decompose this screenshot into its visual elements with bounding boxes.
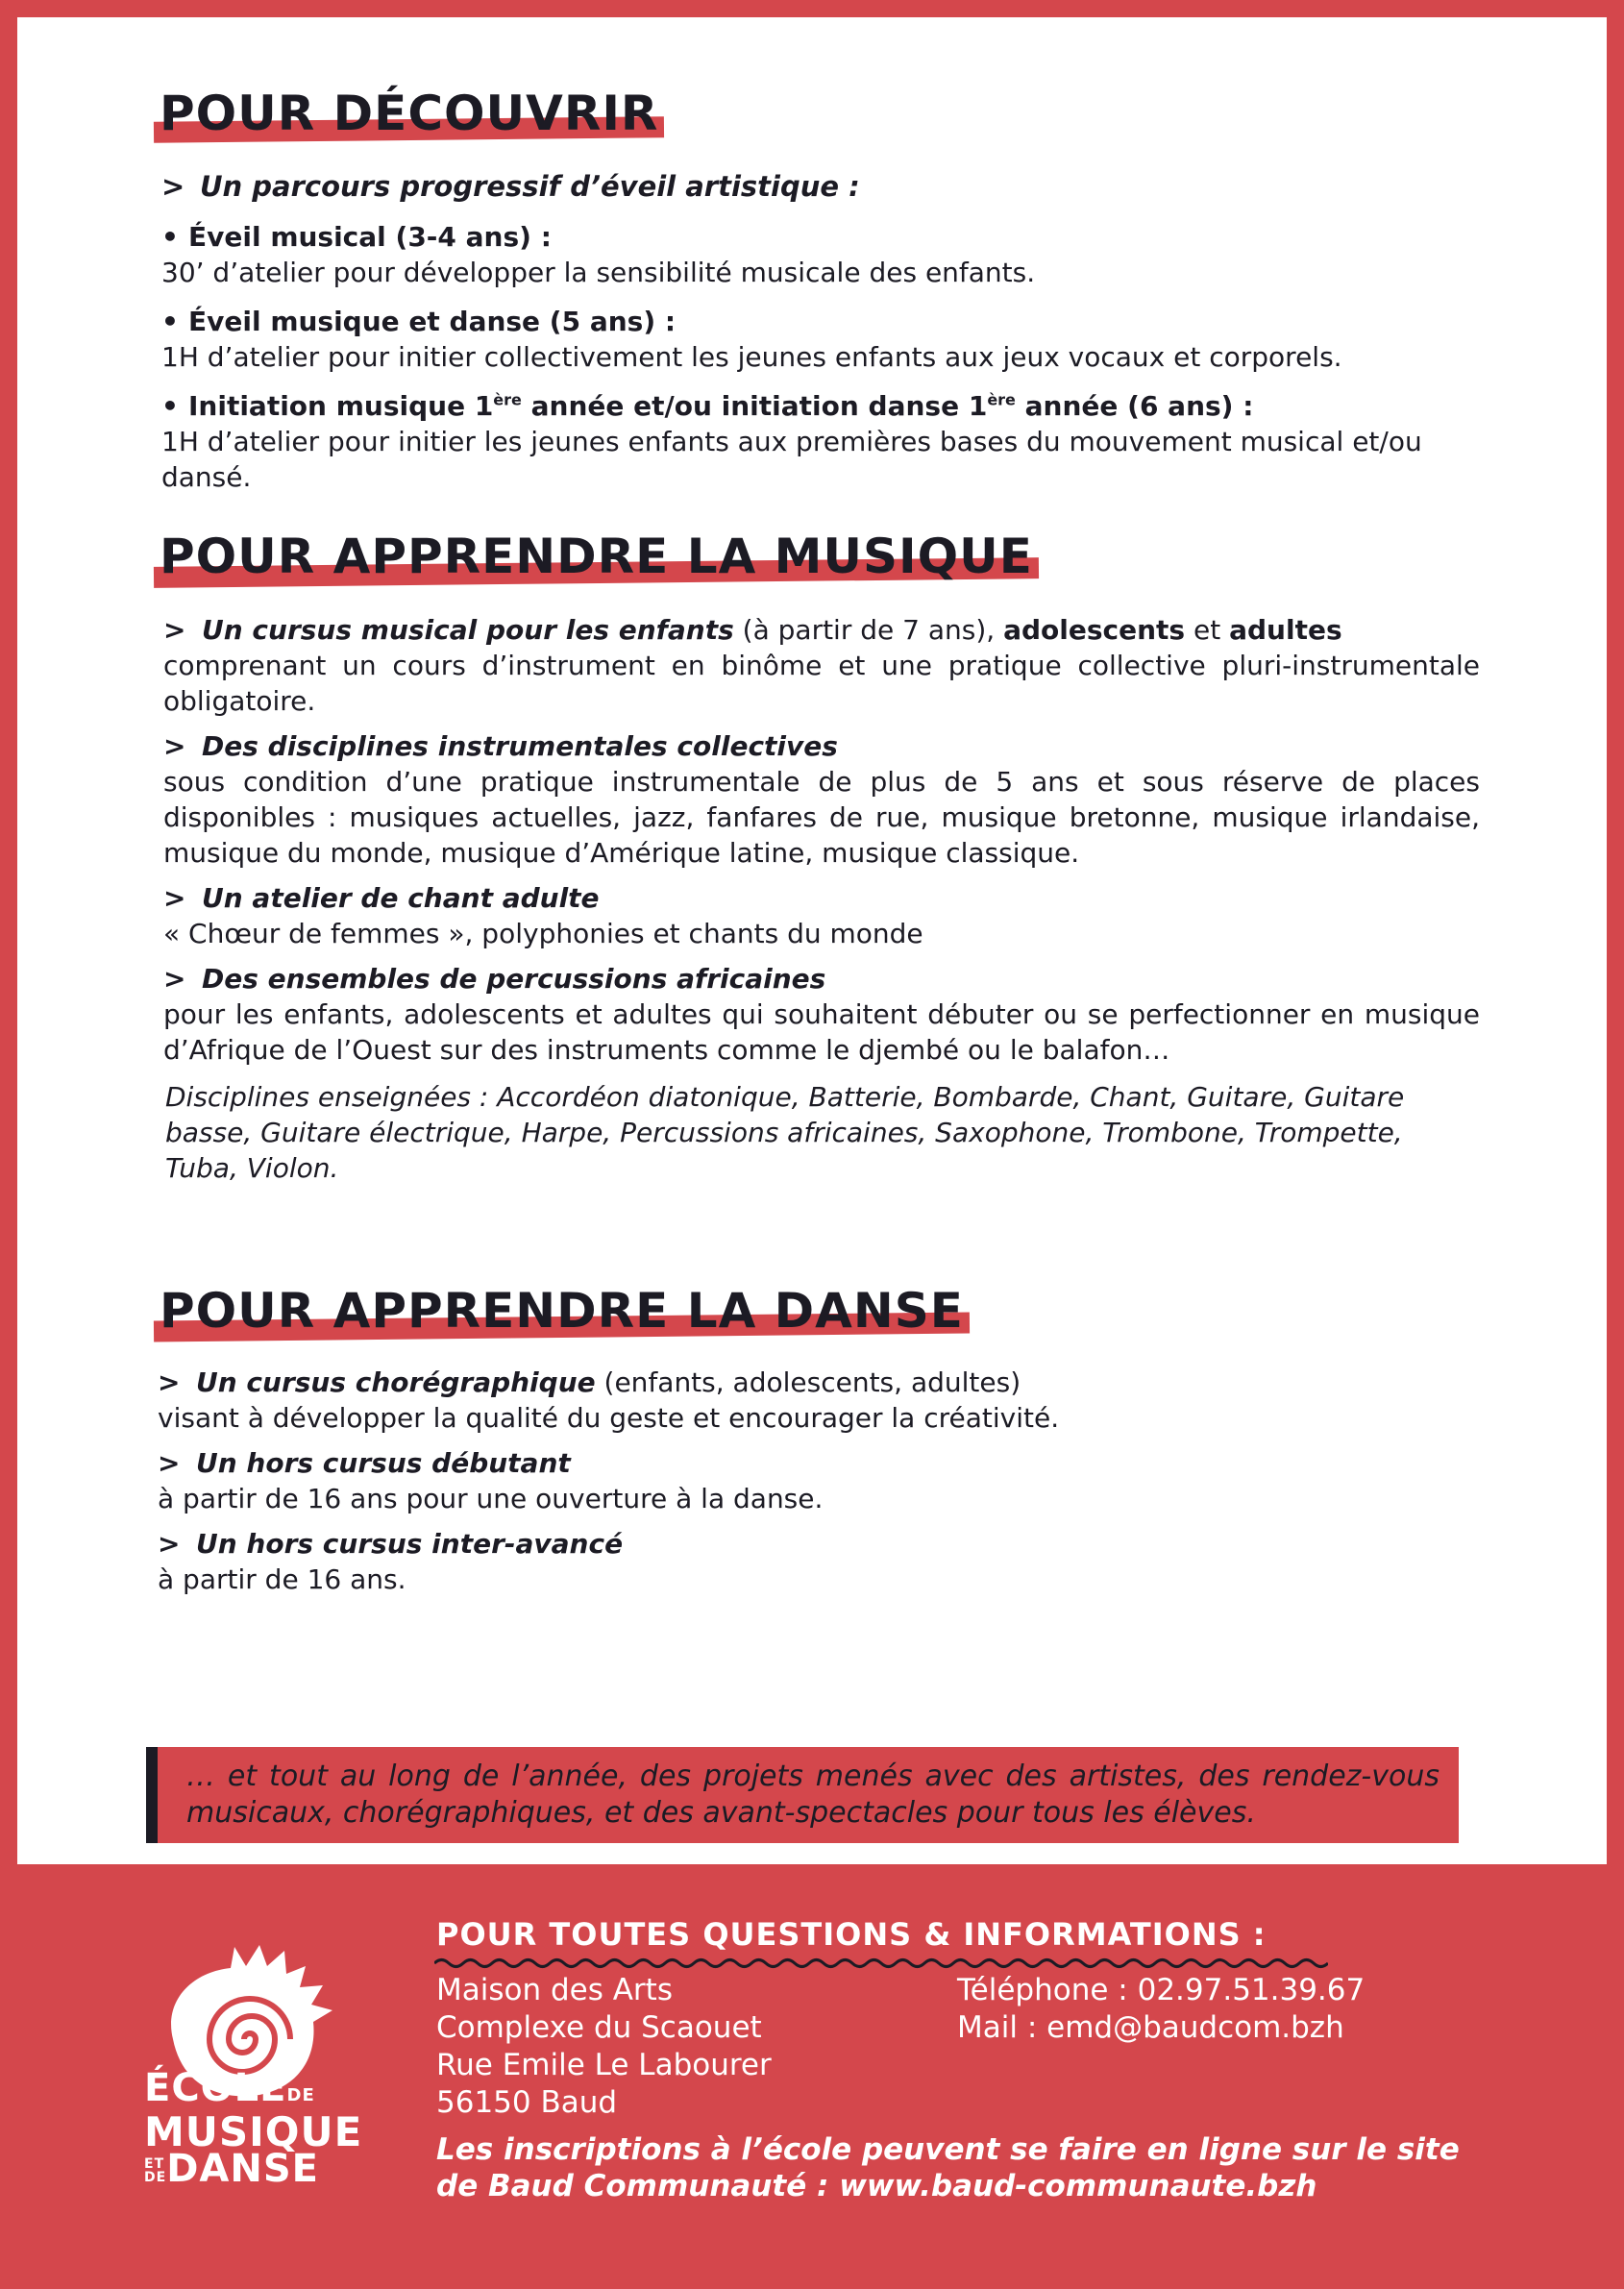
bullet-title: • Initiation musique 1ère année et/ou initiation danse 1ère année (6 ans) : (161, 388, 1480, 424)
wave-underline (434, 1957, 1328, 1970)
arrow-icon: > (163, 730, 186, 762)
list-item: > Un cursus musical pour les enfants (à partir de 7 ans), adolescents et adultes comprenant un cours d’instrument en binôme et une pratique collective pluri-instrumentale obligatoire. (163, 614, 1480, 717)
arrow-icon: > (163, 614, 186, 646)
list-item: > Un cursus chorégraphique (enfants, adolescents, adultes) visant à développer la qualité du geste et encourager la créativité. (158, 1366, 1060, 1434)
footer (0, 1864, 1624, 2289)
list-item: > Un atelier de chant adulte « Chœur de femmes », polyphonies et chants du monde (163, 882, 923, 949)
website-link[interactable]: de Baud Communauté : www.baud-communaute.bzh (436, 2169, 1317, 2203)
school-logo-text: ÉCOLEDE MUSIQUE ET DEDANSE (144, 2066, 363, 2191)
arrow-icon: > (161, 170, 185, 203)
email-link[interactable]: Mail : emd@baudcom.bzh (957, 2010, 1344, 2045)
list-item: > Un hors cursus débutant à partir de 16 ans pour une ouverture à la danse. (158, 1447, 824, 1514)
list-item: • Éveil musique et danse (5 ans) : 1H d’atelier pour initier collectivement les jeunes enfants aux jeux vocaux et corporels. (161, 304, 1480, 375)
address-block: Maison des Arts Complexe du Scaouet Rue Emile Le Labourer 56150 Baud (436, 1973, 772, 2120)
list-item: > Des disciplines instrumentales collectives sous condition d’une pratique instrumentale de plus de 5 ans et sous réserve de places disponibles : musiques actuelles, jazz, fanfares de rue, musique bretonne, musique irlandaise, musique du monde, musique d’Amérique latine, musique classique. (163, 730, 1480, 869)
arrow-icon: > (158, 1447, 181, 1479)
phone-text: Téléphone : 02.97.51.39.67 (957, 1973, 1366, 2007)
footer-heading: POUR TOUTES QUESTIONS & INFORMATIONS : (436, 1916, 1267, 1953)
section-title-decouvrir: POUR DÉCOUVRIR (154, 85, 664, 142)
main-content (154, 85, 1480, 1597)
list-item: • Éveil musical (3-4 ans) : 30’ d’atelier pour développer la sensibilité musicale des enfants. (161, 219, 1480, 290)
decouvrir-intro: > Un parcours progressif d’éveil artistique : (161, 167, 1480, 206)
list-item: > Des ensembles de percussions africaines pour les enfants, adolescents et adultes qui souhaitent débuter ou se perfectionner en musique d’Afrique de l’Ouest sur des instruments comme le djembé ou le balafon… (163, 963, 1480, 1066)
arrow-icon: > (163, 882, 186, 914)
page-sheet (17, 17, 1607, 1864)
section-title-danse: POUR APPRENDRE LA DANSE (154, 1282, 970, 1340)
arrow-icon: > (158, 1366, 181, 1398)
contact-block (957, 1972, 1365, 2047)
section-title-musique: POUR APPRENDRE LA MUSIQUE (154, 528, 1039, 585)
list-item: • Initiation musique 1ère année et/ou initiation danse 1ère année (6 ans) : 1H d’atelier pour initier les jeunes enfants aux premières bases du mouvement musical et/ou dansé. (161, 388, 1480, 495)
callout-banner: … et tout au long de l’année, des projets menés avec des artistes, des rendez-vous musicaux, chorégraphiques, et des avant-spectacles pour tous les élèves. (146, 1747, 1459, 1843)
list-item: > Un hors cursus inter-avancé à partir de 16 ans. (158, 1528, 624, 1595)
disciplines-list: Disciplines enseignées : Accordéon diatonique, Batterie, Bombarde, Chant, Guitare, Guitare basse, Guitare électrique, Harpe, Percussions africaines, Saxophone, Trombone, Trompette, Tuba, Violon. (165, 1081, 1405, 1184)
registration-note: Les inscriptions à l’école peuvent se faire en ligne sur le site de Baud Communauté : www.baud-communaute.bzh (436, 2132, 1460, 2203)
arrow-icon: > (158, 1528, 181, 1560)
arrow-icon: > (163, 963, 186, 995)
